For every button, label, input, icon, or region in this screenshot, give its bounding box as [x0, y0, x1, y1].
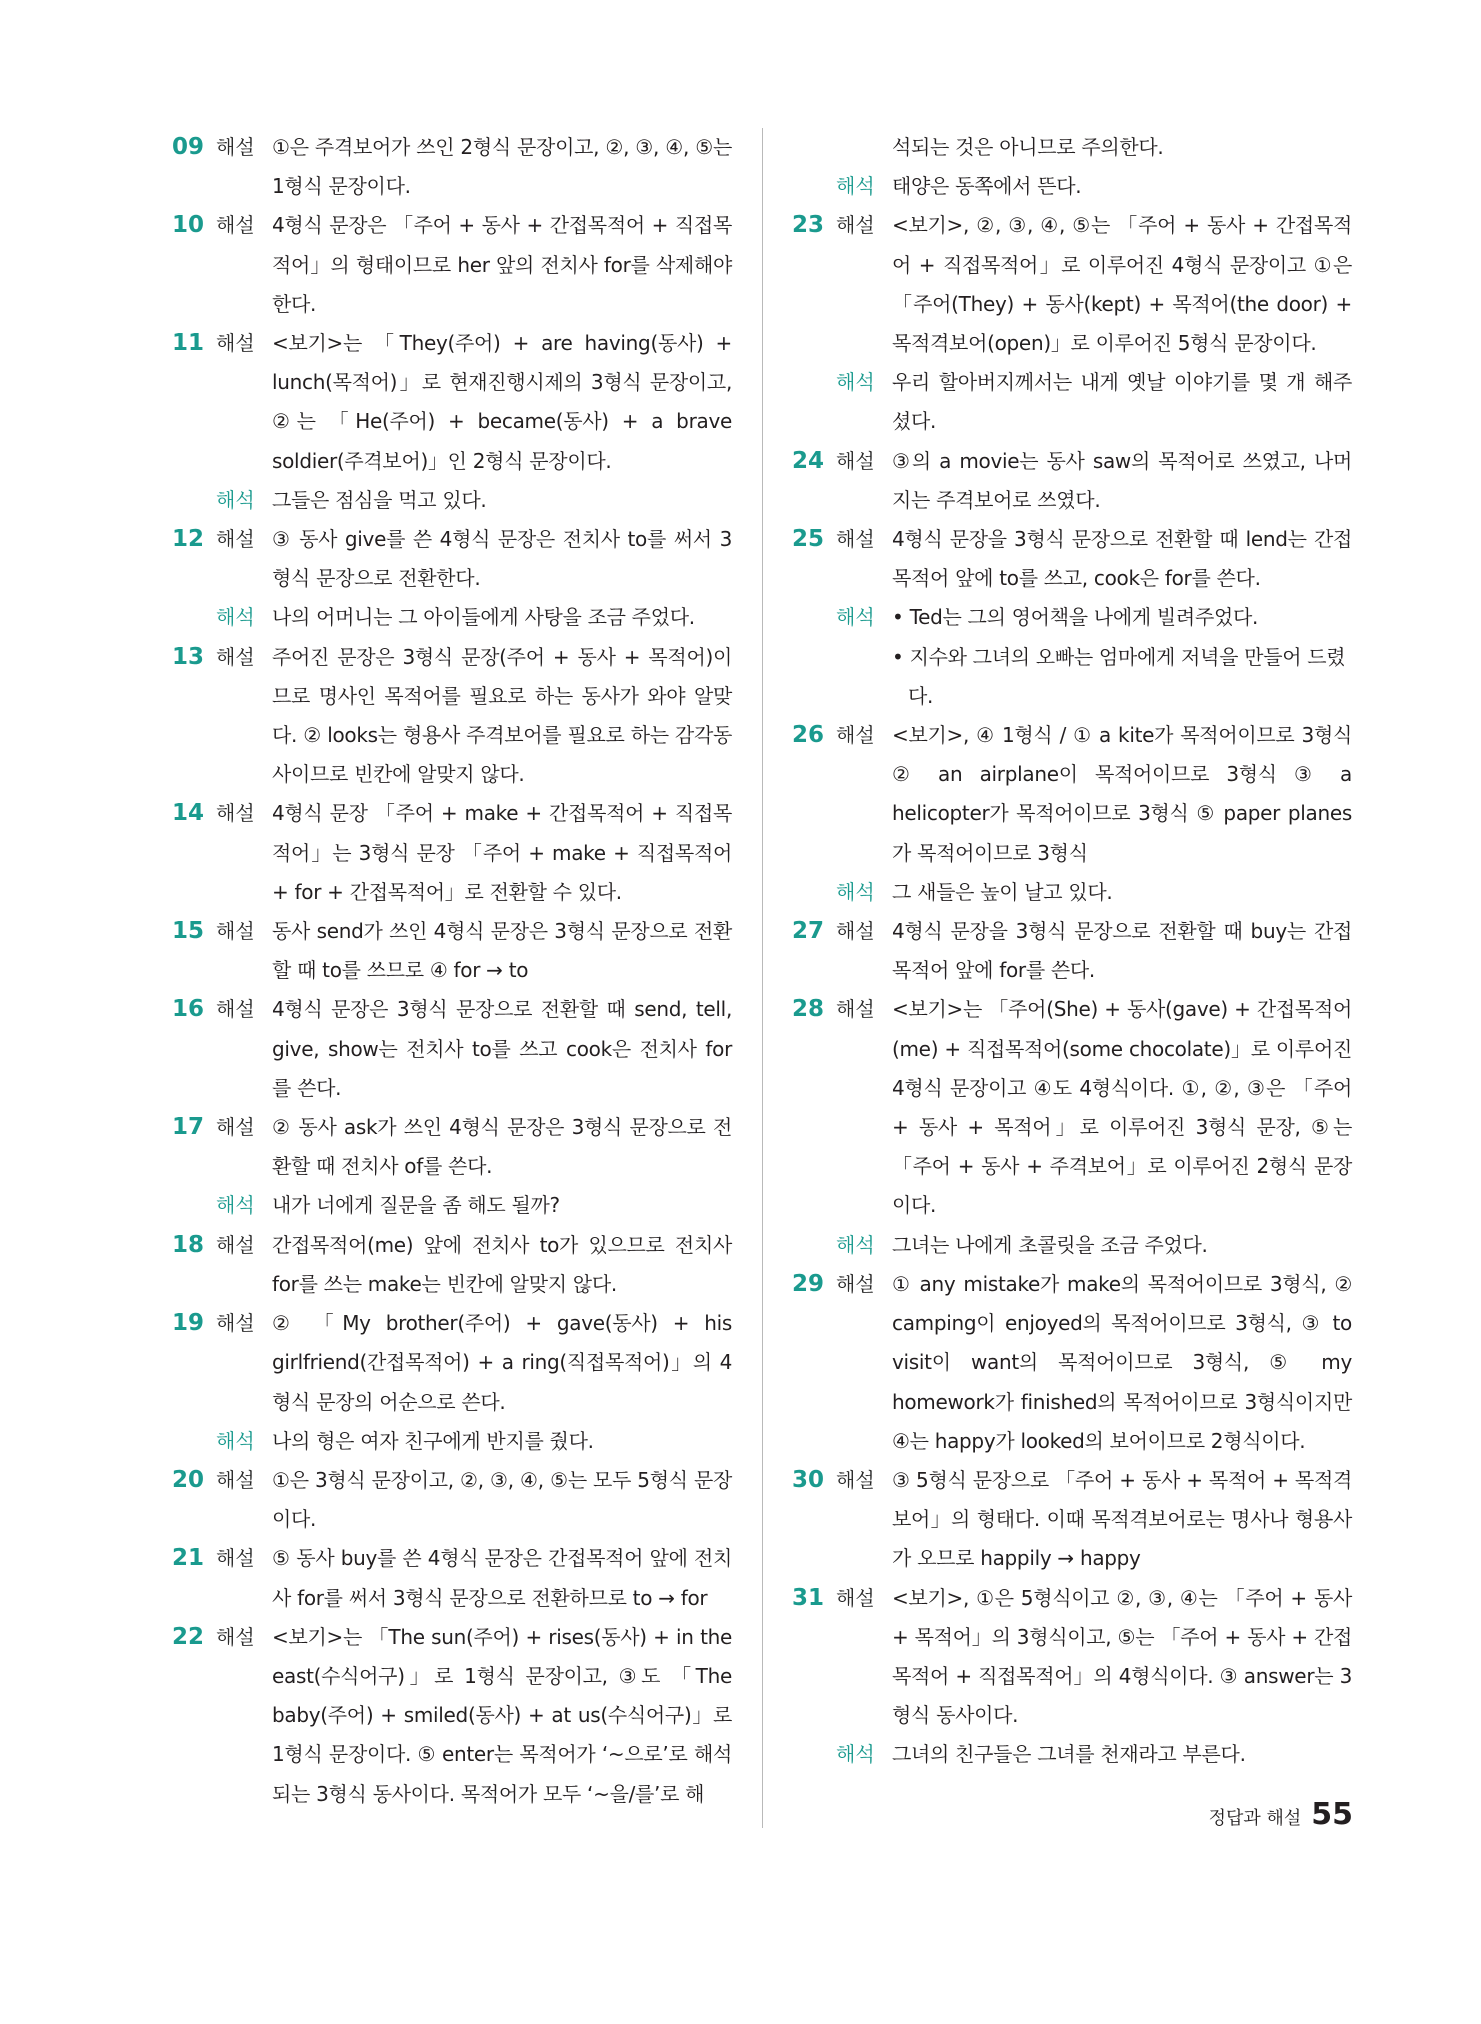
translation-text: 그녀는 나에게 초콜릿을 조금 주었다.: [892, 1232, 1208, 1257]
explanation-text: ① any mistake가 make의 목적어이므로 3형식, ② camping이 enjoyed의 목적어이므로 3형식, ③ to visit이 want의 목적어이므로 3형식, ⑤ my homework가 finished의 목적어이므로 3형식이지만 ④는 happy가 looked의 보어이므로 2형식이다.: [892, 1271, 1352, 1453]
answer-item-30: [792, 1461, 1352, 1579]
explain-label: 해설: [216, 997, 255, 1022]
item-number: 20: [172, 1466, 205, 1493]
answer-item-14: [172, 794, 732, 912]
item-number: 31: [792, 1584, 825, 1611]
item-number: 26: [792, 722, 825, 749]
explanation-text: ③ 동사 give를 쓴 4형식 문장은 전치사 to를 써서 3형식 문장으로 전환한다.: [272, 527, 732, 591]
explain-label: 해설: [216, 213, 255, 238]
explanation-text: 주어진 문장은 3형식 문장(주어 + 동사 + 목적어)이므로 명사인 목적어를 필요로 하는 동사가 와야 알맞다. ② looks는 형용사 주격보어를 필요로 하는 감각동사이므로 빈칸에 알맞지 않다.: [272, 644, 732, 787]
translate-label: 해석: [836, 879, 875, 904]
translation-text: 내가 너에게 질문을 좀 해도 될까?: [272, 1193, 560, 1218]
explain-label: 해설: [836, 527, 875, 552]
translate-label: 해석: [836, 1742, 875, 1767]
translation-31: [792, 1735, 1352, 1774]
answer-item-18: [172, 1226, 732, 1304]
answer-item-25: [792, 520, 1352, 598]
translate-label: 해석: [216, 1193, 255, 1218]
explain-label: 해설: [216, 1546, 255, 1571]
explain-label: 해설: [216, 1624, 255, 1649]
translation-28: [792, 1226, 1352, 1265]
item-number: 23: [792, 212, 825, 239]
translation-text: 우리 할아버지께서는 내게 옛날 이야기를 몇 개 해주셨다.: [892, 370, 1352, 434]
translation-22: [792, 167, 1352, 206]
explanation-text: 4형식 문장은 「주어 + 동사 + 간접목적어 + 직접목적어」의 형태이므로 her 앞의 전치사 for를 삭제해야 한다.: [272, 213, 732, 316]
explanation-text: <보기>, ②, ③, ④, ⑤는 「주어 + 동사 + 간접목적어 + 직접목적어」로 이루어진 4형식 문장이고 ①은 「주어(They) + 동사(kept) + 목적어(the door) + 목적격보어(open)」로 이루어진 5형식 문장이다.: [892, 213, 1352, 356]
answer-item-15: [172, 912, 732, 990]
explanation-text: <보기>는 「They(주어) + are having(동사) + lunch(목적어)」로 현재진행시제의 3형식 문장이고, ②는 「He(주어) + became(동사) + a brave soldier(주격보어)」인 2형식 문장이다.: [272, 331, 732, 473]
answer-item-19: [172, 1304, 732, 1422]
answer-item-22-continued: [792, 128, 1352, 167]
explanation-text: ③의 a movie는 동사 saw의 목적어로 쓰였고, 나머지는 주격보어로 쓰였다.: [892, 448, 1352, 512]
explain-label: 해설: [216, 919, 255, 944]
explain-label: 해설: [836, 1585, 875, 1610]
translation-text: Ted는 그의 영어책을 나에게 빌려주었다.: [909, 605, 1259, 630]
explanation-text: <보기>는 「The sun(주어) + rises(동사) + in the east(수식어구)」로 1형식 문장이고, ③도 「The baby(주어) + smiled(동사) + at us(수식어구)」로 1형식 문장이다. ⑤ enter는 목적어가 ‘~으로’로 해석되는 3형식 동사이다. 목적어가 모두 ‘~을/를’로 해: [272, 1624, 732, 1806]
answer-item-09: [172, 128, 732, 206]
translation-text: 지수와 그녀의 오빠는 엄마에게 저녁을 만들어 드렸다.: [908, 644, 1346, 708]
translate-label: 해석: [836, 174, 875, 199]
explanation-text: 석되는 것은 아니므로 주의한다.: [892, 135, 1164, 159]
item-number: 25: [792, 526, 825, 553]
explain-label: 해설: [836, 919, 875, 944]
translation-bullet: • Ted는 그의 영어책을 나에게 빌려주었다.: [892, 605, 1259, 630]
explain-label: 해설: [216, 1467, 255, 1492]
answer-item-23: [792, 206, 1352, 363]
translation-text: 그들은 점심을 먹고 있다.: [272, 487, 487, 512]
explanation-text: ② 「My brother(주어) + gave(동사) + his girlfriend(간접목적어) + a ring(직접목적어)」의 4형식 문장의 어순으로 쓴다.: [272, 1311, 732, 1414]
item-number: 30: [792, 1466, 825, 1493]
item-number: 29: [792, 1270, 825, 1297]
translation-bullet: • 지수와 그녀의 오빠는 엄마에게 저녁을 만들어 드렸다.: [892, 644, 1346, 708]
explain-label: 해설: [836, 448, 875, 473]
item-number: 28: [792, 996, 825, 1023]
answer-item-20: [172, 1461, 732, 1539]
explanation-text: 동사 send가 쓰인 4형식 문장은 3형식 문장으로 전환할 때 to를 쓰므로 ④ for → to: [272, 919, 732, 983]
explain-label: 해설: [836, 997, 875, 1022]
explain-label: 해설: [836, 1467, 875, 1492]
answer-item-11: [172, 324, 732, 481]
translation-19: [172, 1422, 732, 1461]
item-number: 21: [172, 1545, 205, 1572]
explanation-text: <보기>, ①은 5형식이고 ②, ③, ④는 「주어 + 동사 + 목적어」의 3형식이고, ⑤는 「주어 + 동사 + 간접목적어 + 직접목적어」의 4형식이다. ③ answer는 3형식 동사이다.: [892, 1585, 1352, 1728]
item-number: 11: [172, 330, 205, 357]
explain-label: 해설: [836, 723, 875, 748]
explanation-text: 4형식 문장을 3형식 문장으로 전환할 때 lend는 간접목적어 앞에 to를 쓰고, cook은 for를 쓴다.: [892, 527, 1352, 591]
page-number: 55: [1311, 1797, 1353, 1832]
explain-label: 해설: [216, 644, 255, 669]
translate-label: 해석: [836, 605, 875, 630]
answer-item-22: [172, 1618, 732, 1814]
explain-label: 해설: [216, 135, 255, 159]
explanation-text: ⑤ 동사 buy를 쓴 4형식 문장은 간접목적어 앞에 전치사 for를 써서 3형식 문장으로 전환하므로 to → for: [272, 1546, 732, 1610]
answer-item-24: [792, 442, 1352, 520]
translate-label: 해석: [216, 1428, 255, 1453]
item-number: 12: [172, 526, 205, 553]
translation-text: 태양은 동쪽에서 뜬다.: [892, 174, 1082, 199]
explain-label: 해설: [216, 1311, 255, 1336]
explain-label: 해설: [216, 331, 255, 356]
translation-11: [172, 481, 732, 520]
explanation-text: <보기>, ④ 1형식 / ① a kite가 목적어이므로 3형식 ② an airplane이 목적어이므로 3형식 ③ a helicopter가 목적어이므로 3형식 ⑤ paper planes가 목적어이므로 3형식: [892, 723, 1352, 865]
answer-item-12: [172, 520, 732, 598]
item-number: 18: [172, 1231, 205, 1258]
translate-label: 해석: [216, 605, 255, 630]
answer-item-10: [172, 206, 732, 324]
answer-item-26: [792, 716, 1352, 873]
column-divider: [762, 128, 763, 1828]
explanation-text: 간접목적어(me) 앞에 전치사 to가 있으므로 전치사 for를 쓰는 make는 빈칸에 알맞지 않다.: [272, 1232, 732, 1296]
item-number: 16: [172, 996, 205, 1023]
explanation-text: <보기>는 「주어(She) + 동사(gave) + 간접목적어(me) + 직접목적어(some chocolate)」로 이루어진 4형식 문장이고 ④도 4형식이다. ①, ②, ③은 「주어 + 동사 + 목적어」로 이루어진 3형식 문장, ⑤는 「주어 + 동사 + 주격보어」로 이루어진 2형식 문장이다.: [892, 997, 1352, 1218]
explain-label: 해설: [216, 527, 255, 552]
explanation-text: 4형식 문장은 3형식 문장으로 전환할 때 send, tell, give, show는 전치사 to를 쓰고 cook은 전치사 for를 쓴다.: [272, 997, 732, 1100]
explanation-text: 4형식 문장 「주어 + make + 간접목적어 + 직접목적어」는 3형식 문장 「주어 + make + 직접목적어 + for + 간접목적어」로 전환할 수 있다.: [272, 801, 732, 904]
answer-item-28: [792, 990, 1352, 1225]
translation-text: 그 새들은 높이 날고 있다.: [892, 879, 1113, 904]
translate-label: 해석: [836, 370, 875, 395]
item-number: 14: [172, 800, 205, 827]
translation-text: 나의 어머니는 그 아이들에게 사탕을 조금 주었다.: [272, 605, 695, 630]
translation-text: 나의 형은 여자 친구에게 반지를 줬다.: [272, 1428, 594, 1453]
translation-23: [792, 363, 1352, 441]
explanation-text: ①은 주격보어가 쓰인 2형식 문장이고, ②, ③, ④, ⑤는 1형식 문장이다.: [272, 135, 732, 199]
translation-26: [792, 873, 1352, 912]
item-number: 17: [172, 1114, 205, 1141]
item-number: 15: [172, 918, 205, 945]
footer-section-label: 정답과 해설: [1208, 1808, 1302, 1829]
explain-label: 해설: [836, 1271, 875, 1296]
translation-25: [792, 598, 1352, 716]
answer-item-21: [172, 1539, 732, 1617]
explanation-text: 4형식 문장을 3형식 문장으로 전환할 때 buy는 간접목적어 앞에 for를 쓴다.: [892, 919, 1352, 983]
right-column: [792, 128, 1352, 1775]
answer-item-13: [172, 638, 732, 795]
translate-label: 해석: [216, 487, 255, 512]
answer-item-31: [792, 1579, 1352, 1736]
explain-label: 해설: [216, 1232, 255, 1257]
explain-label: 해설: [216, 1115, 255, 1140]
item-number: 27: [792, 918, 825, 945]
explain-label: 해설: [836, 213, 875, 238]
explanation-text: ①은 3형식 문장이고, ②, ③, ④, ⑤는 모두 5형식 문장이다.: [272, 1467, 732, 1532]
translation-text: 그녀의 친구들은 그녀를 천재라고 부른다.: [892, 1742, 1246, 1767]
item-number: 19: [172, 1310, 205, 1337]
answer-item-29: [792, 1265, 1352, 1461]
item-number: 22: [172, 1623, 205, 1650]
item-number: 10: [172, 212, 205, 239]
translate-label: 해석: [836, 1232, 875, 1257]
page-footer: [1209, 1797, 1353, 1832]
answer-item-16: [172, 990, 732, 1108]
explain-label: 해설: [216, 801, 255, 826]
answer-item-17: [172, 1108, 732, 1186]
explanation-text: ③ 5형식 문장으로 「주어 + 동사 + 목적어 + 목적격보어」의 형태다. 이때 목적격보어로는 명사나 형용사가 오므로 happily → happy: [892, 1467, 1352, 1571]
explanation-text: ② 동사 ask가 쓰인 4형식 문장은 3형식 문장으로 전환할 때 전치사 of를 쓴다.: [272, 1115, 732, 1179]
item-number: 24: [792, 447, 825, 474]
item-number: 13: [172, 643, 205, 670]
translation-12: [172, 598, 732, 637]
translation-17: [172, 1186, 732, 1225]
answer-item-27: [792, 912, 1352, 990]
left-column: [172, 128, 732, 1814]
item-number: 09: [172, 134, 205, 160]
